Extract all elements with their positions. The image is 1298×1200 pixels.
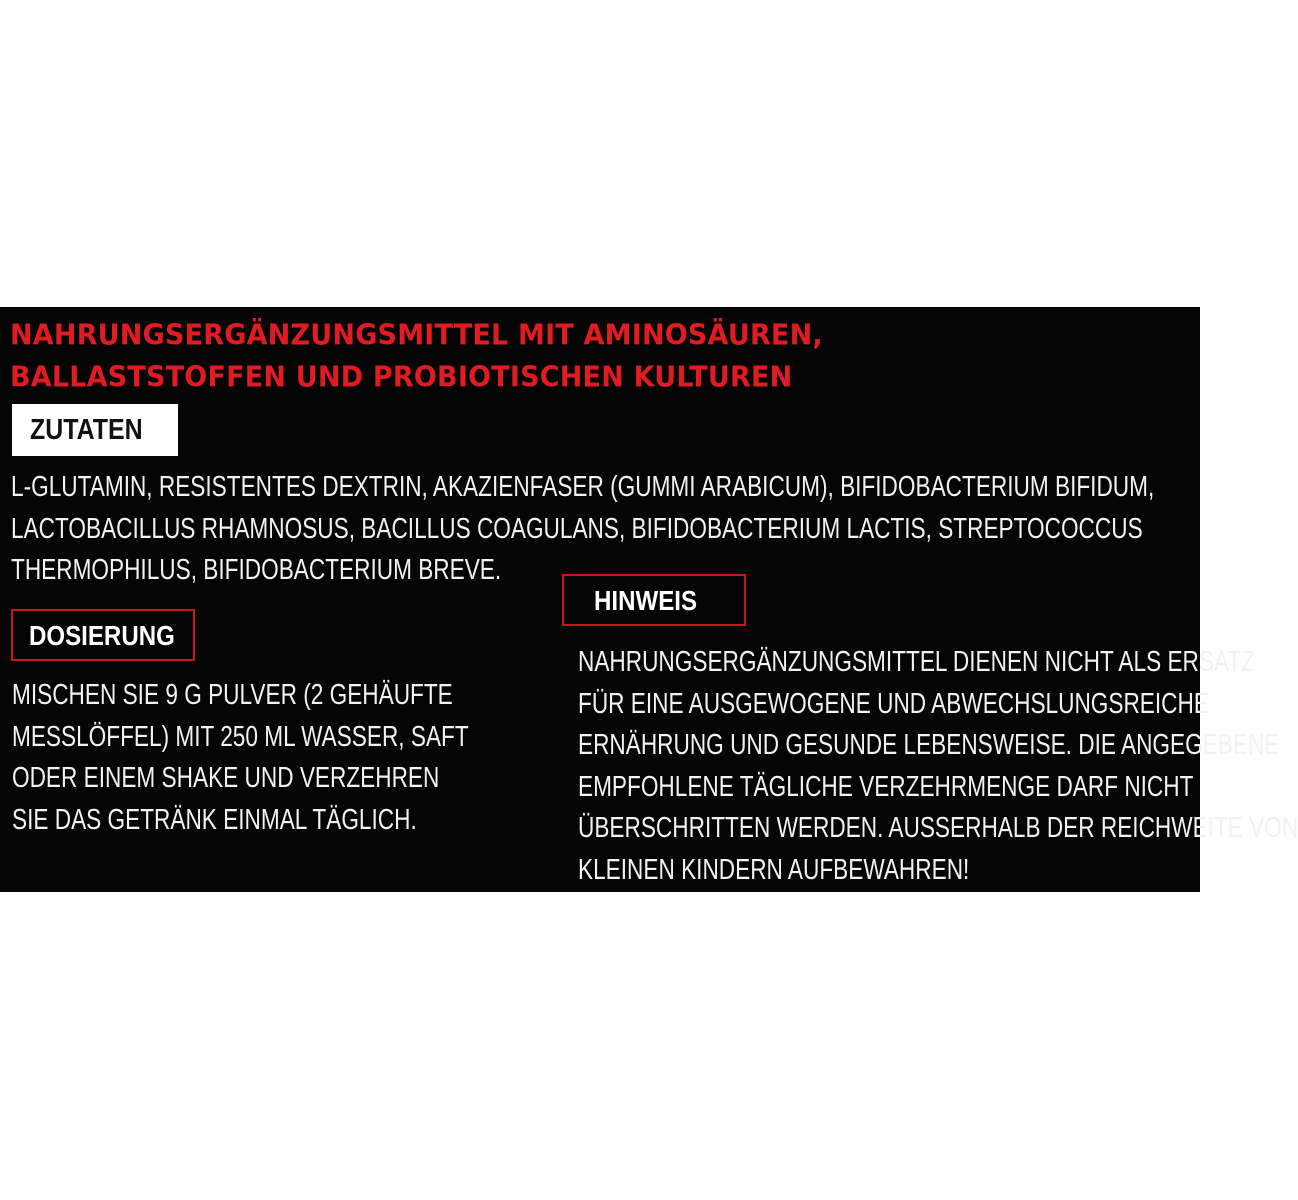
note-line-1: NAHRUNGSERGÄNZUNGSMITTEL DIENEN NICHT ALS ERSATZ: [578, 646, 1256, 678]
note-line-6: KLEINEN KINDERN AUFBEWAHREN!: [578, 853, 970, 886]
ingredients-line-1: L-GLUTAMIN, RESISTENTES DEXTRIN, AKAZIENFASER (GUMMI ARABICUM), BIFIDOBACTERIUM BIFIDUM,: [11, 471, 1155, 503]
ingredients-heading: ZUTATEN: [30, 414, 143, 446]
dosage-text: [12, 675, 480, 841]
ingredients-line-2: LACTOBACILLUS RHAMNOSUS, BACILLUS COAGULANS, BIFIDOBACTERIUM LACTIS, STREPTOCOCCUS: [11, 512, 1143, 545]
title-line-1: NAHRUNGSERGÄNZUNGSMITTEL MIT AMINOSÄUREN,: [10, 319, 823, 352]
note-line-5: ÜBERSCHRITTEN WERDEN. AUSSERHALB DER REICHWEITE VON: [578, 812, 1298, 844]
ingredients-text: [11, 467, 1181, 592]
ingredients-line-3: THERMOPHILUS, BIFIDOBACTERIUM BREVE.: [11, 554, 502, 586]
note-text: [578, 642, 1298, 891]
note-heading-badge: [562, 574, 746, 626]
supplement-label-panel: [0, 307, 1298, 892]
note-heading: HINWEIS: [594, 585, 698, 616]
dosage-line-1: MISCHEN SIE 9 G PULVER (2 GEHÄUFTE: [12, 679, 453, 711]
ingredients-heading-badge: [12, 404, 178, 456]
dosage-line-4: SIE DAS GETRÄNK EINMAL TÄGLICH.: [12, 803, 417, 836]
product-title: [10, 315, 1170, 399]
dosage-line-2: MESSLÖFFEL) MIT 250 ML WASSER, SAFT: [12, 720, 469, 753]
note-line-3: ERNÄHRUNG UND GESUNDE LEBENSWEISE. DIE ANGEGEBENE: [578, 729, 1280, 761]
dosage-heading-badge: [11, 609, 195, 661]
title-line-2: BALLASTSTOFFEN UND PROBIOTISCHEN KULTUREN: [10, 361, 793, 394]
note-line-2: FÜR EINE AUSGEWOGENE UND ABWECHSLUNGSREICHE: [578, 687, 1209, 720]
dosage-line-3: ODER EINEM SHAKE UND VERZEHREN: [12, 762, 440, 794]
dosage-heading: DOSIERUNG: [29, 620, 175, 651]
note-line-4: EMPFOHLENE TÄGLICHE VERZEHRMENGE DARF NICHT: [578, 770, 1194, 803]
